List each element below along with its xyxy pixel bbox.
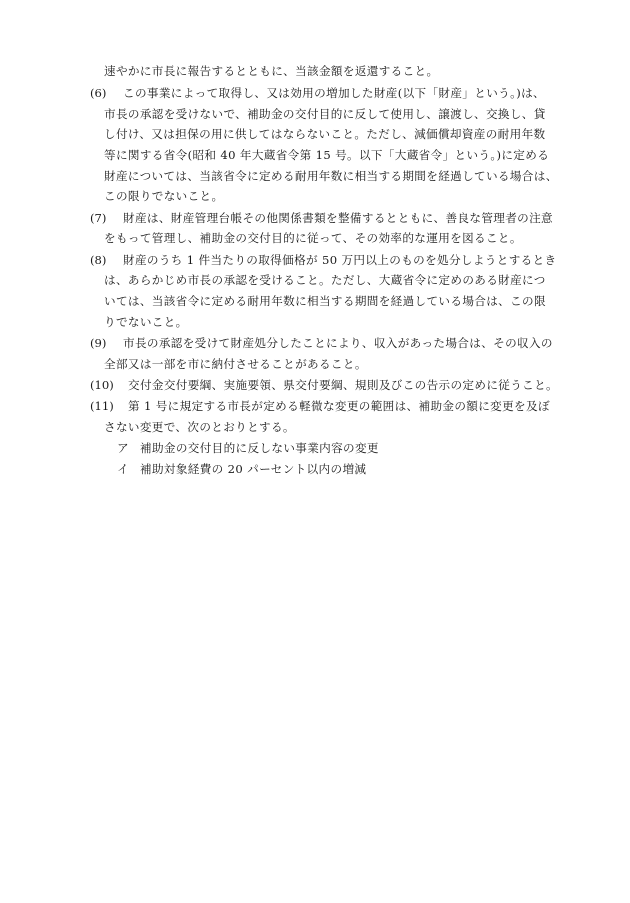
item-6-line-6: この限りでないこと。 xyxy=(104,189,224,203)
item-number-10: (10) xyxy=(90,378,114,392)
item-11-line-1: 第 1 号に規定する市長が定める軽微な変更の範囲は、補助金の額に変更を及ぼ xyxy=(128,399,550,413)
item-6-line-4: 等に関する省令(昭和 40 年大蔵省令第 15 号。以下「大蔵省令」という。)に定める xyxy=(104,148,550,162)
item-8-line-4: りでないこと。 xyxy=(104,315,188,329)
item-number-6: (6) xyxy=(90,86,107,100)
item-number-11: (11) xyxy=(90,399,114,413)
item-number-7: (7) xyxy=(90,211,107,225)
item-6-line-3: し付け、又は担保の用に供してはならないこと。ただし、減価償却資産の耐用年数 xyxy=(104,127,546,141)
subitem-i-text: 補助対象経費の 20 パーセント以内の増減 xyxy=(140,462,367,476)
subitem-a-text: 補助金の交付目的に反しない事業内容の変更 xyxy=(140,441,379,455)
item-10-line-1: 交付金交付要綱、実施要領、県交付要綱、規則及びこの告示の定めに従うこと。 xyxy=(128,378,558,392)
item-number-9: (9) xyxy=(90,336,107,350)
item-8-line-3: いては、当該省令に定める耐用年数に相当する期間を経過している場合は、この限 xyxy=(104,294,546,308)
item-9-line-1: 市長の承認を受けて財産処分したことにより、収入があった場合は、その収入の xyxy=(123,336,553,350)
item-6-line-2: 市長の承認を受けないで、補助金の交付目的に反して使用し、譲渡し、交換し、貸 xyxy=(104,107,546,121)
subitem-marker-a: ア xyxy=(117,441,129,455)
item-number-8: (8) xyxy=(90,253,107,267)
item-6-line-5: 財産については、当該省令に定める耐用年数に相当する期間を経過している場合は、 xyxy=(104,169,558,183)
subitem-marker-i: イ xyxy=(117,462,129,476)
item-8-line-2: は、あらかじめ市長の承認を受けること。ただし、大蔵省令に定めのある財産につ xyxy=(104,273,546,287)
item-6-line-1: この事業によって取得し、又は効用の増加した財産(以下「財産」という。)は、 xyxy=(123,86,545,100)
item-7-line-1: 財産は、財産管理台帳その他関係書類を整備するとともに、善良な管理者の注意 xyxy=(123,211,553,225)
item-8-line-1: 財産のうち 1 件当たりの取得価格が 50 万円以上のものを処分しようとするとき xyxy=(123,253,557,267)
item-9-line-2: 全部又は一部を市に納付させることがあること。 xyxy=(104,357,367,371)
item-11-line-2: さない変更で、次のとおりとする。 xyxy=(104,420,295,434)
item-7-line-2: をもって管理し、補助金の交付目的に従って、その効率的な運用を図ること。 xyxy=(104,231,522,245)
continuation-line: 速やかに市長に報告するとともに、当該金額を返還すること。 xyxy=(104,64,439,78)
